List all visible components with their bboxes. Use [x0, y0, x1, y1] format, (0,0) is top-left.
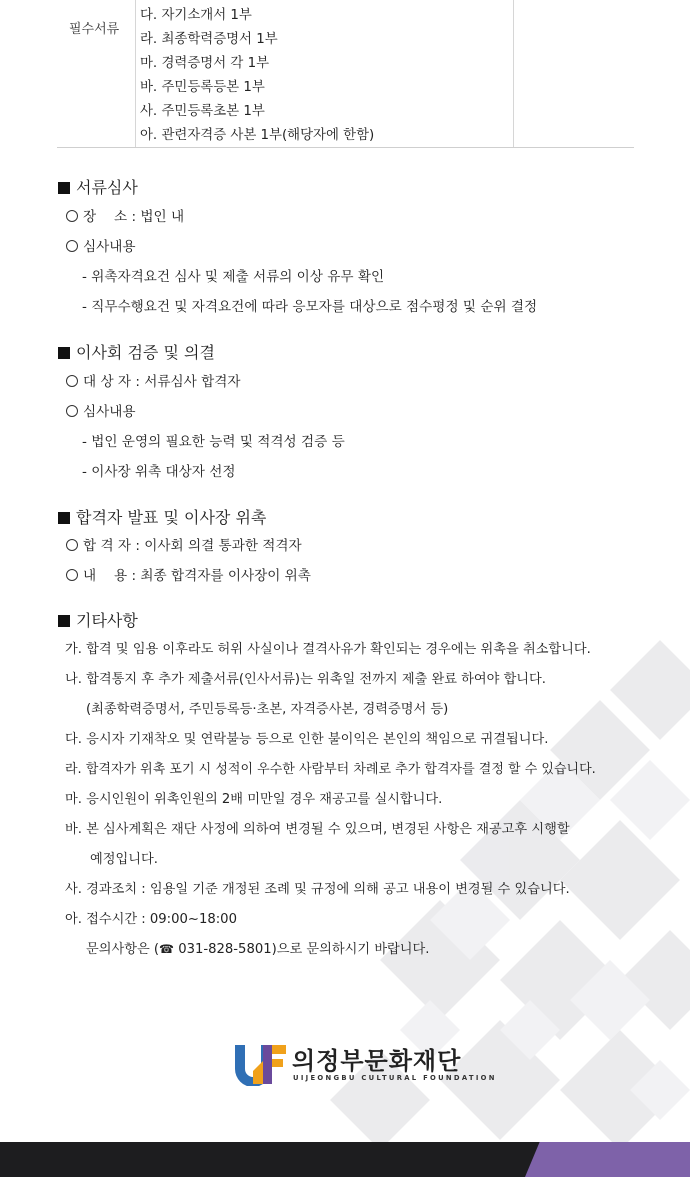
table-empty-cell [514, 0, 634, 147]
foundation-name-english: UIJEONGBU CULTURAL FOUNDATION [293, 1074, 497, 1082]
other-item: 다. 응시자 기재착오 및 연락불능 등으로 인한 불이익은 본인의 책임으로 귀결됩니다. [65, 732, 549, 747]
document-item: 라. 최종학력증명서 1부 [140, 32, 278, 47]
table-label-cell [57, 0, 136, 147]
other-item: 바. 본 심사계획은 재단 사정에 의하여 변경될 수 있으며, 변경된 사항은 재공고후 시행할 [65, 822, 570, 837]
circle-bullet-icon [66, 405, 78, 417]
foundation-logo [233, 1043, 497, 1091]
circle-bullet-icon [66, 539, 78, 551]
other-item-continuation: (최종학력증명서, 주민등록등·초본, 자격증사본, 경력증명서 등) [86, 702, 449, 717]
square-bullet-icon [58, 512, 70, 524]
other-item: 마. 응시인원이 위촉인원의 2배 미만일 경우 재공고를 실시합니다. [65, 792, 443, 807]
foundation-logo-mark-icon [233, 1043, 287, 1086]
circle-bullet-icon [66, 240, 78, 252]
section-title-screening: 서류심사 [58, 175, 138, 198]
square-bullet-icon [58, 182, 70, 194]
announcement-passers: 합 격 자 : 이사회 의결 통과한 적격자 [66, 534, 302, 554]
other-item: 나. 합격통지 후 추가 제출서류(인사서류)는 위촉일 전까지 제출 완료 하여야 합니다. [65, 672, 546, 687]
other-item: 아. 접수시간 : 09:00~18:00 [65, 912, 237, 927]
circle-bullet-icon [66, 375, 78, 387]
document-item: 사. 주민등록초본 1부 [140, 104, 265, 119]
required-documents-label: 필수서류 [69, 22, 120, 37]
board-detail: - 이사장 위촉 대상자 선정 [82, 464, 236, 480]
square-bullet-icon [58, 347, 70, 359]
screening-detail: - 직무수행요건 및 자격요건에 따라 응모자를 대상으로 점수평정 및 순위 결정 [82, 299, 538, 315]
foundation-name: 의정부문화재단 [292, 1047, 462, 1075]
document-item: 마. 경력증명서 각 1부 [140, 56, 270, 71]
other-item: 라. 합격자가 위촉 포기 시 성적이 우수한 사람부터 차례로 추가 합격자를 결정 할 수 있습니다. [65, 762, 596, 777]
section-title-board: 이사회 검증 및 의결 [58, 340, 215, 363]
phone-icon: ☎ [159, 942, 174, 956]
board-detail: - 법인 운영의 필요한 능력 및 적격성 검증 등 [82, 434, 345, 450]
circle-bullet-icon [66, 210, 78, 222]
screening-detail: - 위촉자격요건 심사 및 제출 서류의 이상 유무 확인 [82, 269, 385, 285]
other-item: 사. 경과조치 : 임용일 기준 개정된 조례 및 규정에 의해 공고 내용이 변경될 수 있습니다. [65, 882, 570, 897]
section-title-announcement: 합격자 발표 및 이사장 위촉 [58, 505, 266, 528]
section-title-other: 기타사항 [58, 608, 138, 631]
announcement-content: 내 용 : 최종 합격자를 이사장이 위촉 [66, 564, 311, 584]
square-bullet-icon [58, 615, 70, 627]
other-item: 가. 합격 및 임용 이후라도 허위 사실이나 결격사유가 확인되는 경우에는 위촉을 취소합니다. [65, 642, 591, 657]
document-item: 다. 자기소개서 1부 [140, 8, 252, 23]
table-items-cell [136, 0, 514, 147]
screening-place: 장 소 : 법인 내 [66, 205, 184, 225]
board-content-label: 심사내용 [66, 400, 136, 420]
screening-content-label: 심사내용 [66, 235, 136, 255]
board-target: 대 상 자 : 서류심사 합격자 [66, 370, 241, 390]
document-item: 바. 주민등록등본 1부 [140, 80, 265, 95]
inquiry-line: 문의사항은 (☎ 031-828-5801)으로 문의하시기 바랍니다. [86, 942, 430, 957]
other-item-continuation: 예정입니다. [90, 852, 158, 867]
footer-bar [0, 1142, 690, 1177]
circle-bullet-icon [66, 569, 78, 581]
required-documents-table [57, 0, 634, 148]
document-item: 아. 관련자격증 사본 1부(해당자에 한함) [140, 128, 375, 143]
